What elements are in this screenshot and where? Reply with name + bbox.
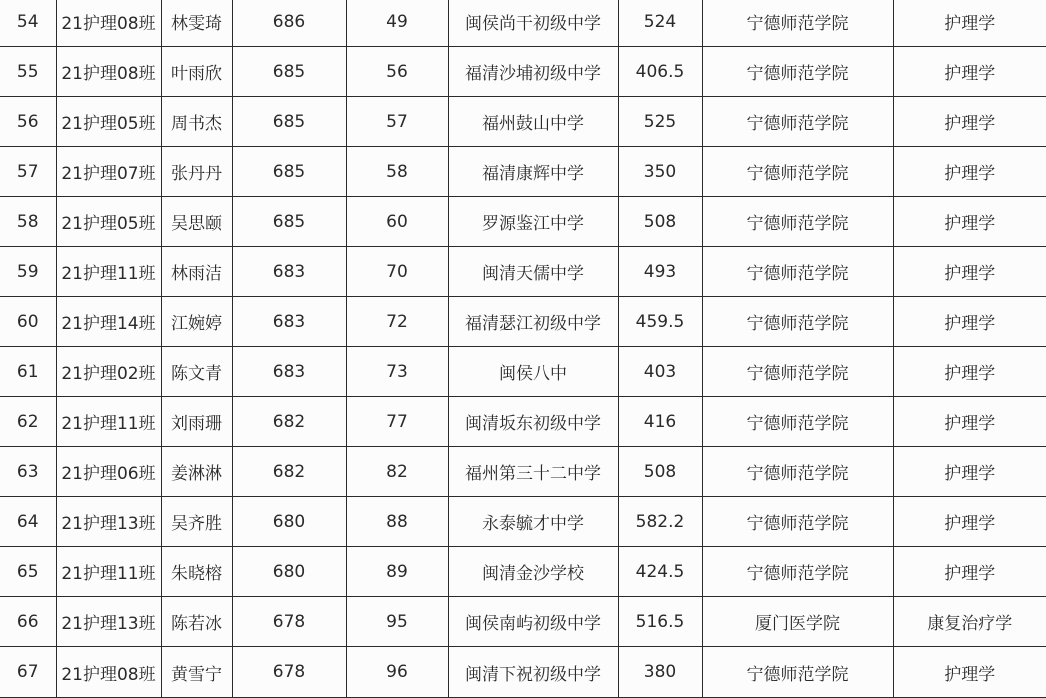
class-cell: 21护理08班: [56, 647, 161, 698]
score-cell: 685: [232, 47, 346, 97]
rank-cell: 57: [346, 97, 448, 147]
row-number-cell: 67: [0, 647, 56, 698]
junior-score-cell: 459.5: [618, 297, 702, 347]
student-name-cell: 林雨洁: [161, 247, 232, 297]
class-cell: 21护理05班: [56, 197, 161, 247]
class-cell: 21护理11班: [56, 247, 161, 297]
junior-school-cell: 闽侯八中: [448, 347, 618, 397]
rank-cell: 95: [346, 597, 448, 647]
junior-school-cell: 闽清金沙学校: [448, 547, 618, 597]
class-cell: 21护理11班: [56, 547, 161, 597]
junior-score-cell: 403: [618, 347, 702, 397]
rank-cell: 82: [346, 447, 448, 497]
junior-score-cell: 525: [618, 97, 702, 147]
junior-school-cell: 福州第三十二中学: [448, 447, 618, 497]
major-cell: 康复治疗学: [893, 597, 1046, 647]
junior-score-cell: 424.5: [618, 547, 702, 597]
row-number-cell: 54: [0, 0, 56, 47]
student-name-cell: 姜淋淋: [161, 447, 232, 497]
junior-score-cell: 524: [618, 0, 702, 47]
junior-school-cell: 闽侯南屿初级中学: [448, 597, 618, 647]
table-row: [0, 447, 1046, 497]
score-cell: 683: [232, 347, 346, 397]
score-cell: 678: [232, 597, 346, 647]
major-cell: 护理学: [893, 0, 1046, 47]
university-cell: 宁德师范学院: [702, 297, 893, 347]
major-cell: 护理学: [893, 547, 1046, 597]
rank-cell: 72: [346, 297, 448, 347]
table-row: [0, 97, 1046, 147]
junior-school-cell: 闽清下祝初级中学: [448, 647, 618, 698]
rank-cell: 88: [346, 497, 448, 547]
rank-cell: 56: [346, 47, 448, 97]
table-row: [0, 547, 1046, 597]
table-row: [0, 0, 1046, 47]
major-cell: 护理学: [893, 497, 1046, 547]
table-row: [0, 647, 1046, 698]
university-cell: 宁德师范学院: [702, 0, 893, 47]
university-cell: 宁德师范学院: [702, 647, 893, 698]
rank-cell: 60: [346, 197, 448, 247]
major-cell: 护理学: [893, 397, 1046, 447]
row-number-cell: 59: [0, 247, 56, 297]
junior-school-cell: 福州鼓山中学: [448, 97, 618, 147]
rank-cell: 96: [346, 647, 448, 698]
junior-score-cell: 380: [618, 647, 702, 698]
university-cell: 宁德师范学院: [702, 497, 893, 547]
junior-score-cell: 493: [618, 247, 702, 297]
university-cell: 宁德师范学院: [702, 97, 893, 147]
university-cell: 宁德师范学院: [702, 547, 893, 597]
student-name-cell: 叶雨欣: [161, 47, 232, 97]
student-name-cell: 张丹丹: [161, 147, 232, 197]
university-cell: 宁德师范学院: [702, 247, 893, 297]
rank-cell: 73: [346, 347, 448, 397]
major-cell: 护理学: [893, 447, 1046, 497]
university-cell: 厦门医学院: [702, 597, 893, 647]
class-cell: 21护理08班: [56, 47, 161, 97]
row-number-cell: 61: [0, 347, 56, 397]
university-cell: 宁德师范学院: [702, 397, 893, 447]
junior-score-cell: 582.2: [618, 497, 702, 547]
major-cell: 护理学: [893, 147, 1046, 197]
major-cell: 护理学: [893, 247, 1046, 297]
junior-score-cell: 406.5: [618, 47, 702, 97]
class-cell: 21护理05班: [56, 97, 161, 147]
row-number-cell: 60: [0, 297, 56, 347]
row-number-cell: 62: [0, 397, 56, 447]
major-cell: 护理学: [893, 47, 1046, 97]
junior-score-cell: 416: [618, 397, 702, 447]
major-cell: 护理学: [893, 647, 1046, 698]
junior-score-cell: 508: [618, 197, 702, 247]
table-row: [0, 247, 1046, 297]
score-cell: 682: [232, 397, 346, 447]
table-row: [0, 147, 1046, 197]
row-number-cell: 65: [0, 547, 56, 597]
rank-cell: 49: [346, 0, 448, 47]
university-cell: 宁德师范学院: [702, 197, 893, 247]
score-cell: 686: [232, 0, 346, 47]
university-cell: 宁德师范学院: [702, 47, 893, 97]
table-row: [0, 297, 1046, 347]
score-cell: 683: [232, 247, 346, 297]
student-name-cell: 林雯琦: [161, 0, 232, 47]
rank-cell: 89: [346, 547, 448, 597]
rank-cell: 77: [346, 397, 448, 447]
junior-score-cell: 350: [618, 147, 702, 197]
row-number-cell: 58: [0, 197, 56, 247]
score-cell: 678: [232, 647, 346, 698]
row-number-cell: 63: [0, 447, 56, 497]
score-cell: 685: [232, 147, 346, 197]
student-name-cell: 刘雨珊: [161, 397, 232, 447]
student-name-cell: 江婉婷: [161, 297, 232, 347]
junior-school-cell: 闽清天儒中学: [448, 247, 618, 297]
class-cell: 21护理13班: [56, 597, 161, 647]
major-cell: 护理学: [893, 297, 1046, 347]
score-cell: 680: [232, 547, 346, 597]
score-cell: 683: [232, 297, 346, 347]
row-number-cell: 55: [0, 47, 56, 97]
major-cell: 护理学: [893, 197, 1046, 247]
table-row: [0, 597, 1046, 647]
class-cell: 21护理14班: [56, 297, 161, 347]
table-row: [0, 497, 1046, 547]
table-row: [0, 197, 1046, 247]
class-cell: 21护理02班: [56, 347, 161, 397]
student-name-cell: 朱晓榕: [161, 547, 232, 597]
score-cell: 685: [232, 197, 346, 247]
junior-score-cell: 508: [618, 447, 702, 497]
junior-school-cell: 闽侯尚干初级中学: [448, 0, 618, 47]
score-cell: 682: [232, 447, 346, 497]
class-cell: 21护理06班: [56, 447, 161, 497]
class-cell: 21护理07班: [56, 147, 161, 197]
junior-school-cell: 福清沙埔初级中学: [448, 47, 618, 97]
rank-cell: 70: [346, 247, 448, 297]
student-name-cell: 陈若冰: [161, 597, 232, 647]
row-number-cell: 66: [0, 597, 56, 647]
junior-school-cell: 罗源鉴江中学: [448, 197, 618, 247]
major-cell: 护理学: [893, 97, 1046, 147]
major-cell: 护理学: [893, 347, 1046, 397]
student-name-cell: 黄雪宁: [161, 647, 232, 698]
table-row: [0, 47, 1046, 97]
student-name-cell: 周书杰: [161, 97, 232, 147]
junior-school-cell: 闽清坂东初级中学: [448, 397, 618, 447]
row-number-cell: 64: [0, 497, 56, 547]
rank-cell: 58: [346, 147, 448, 197]
row-number-cell: 57: [0, 147, 56, 197]
university-cell: 宁德师范学院: [702, 447, 893, 497]
class-cell: 21护理08班: [56, 0, 161, 47]
score-cell: 680: [232, 497, 346, 547]
junior-score-cell: 516.5: [618, 597, 702, 647]
class-cell: 21护理13班: [56, 497, 161, 547]
junior-school-cell: 福清康辉中学: [448, 147, 618, 197]
table-row: [0, 347, 1046, 397]
row-number-cell: 56: [0, 97, 56, 147]
student-name-cell: 吴思颐: [161, 197, 232, 247]
student-name-cell: 吴齐胜: [161, 497, 232, 547]
table-row: [0, 397, 1046, 447]
class-cell: 21护理11班: [56, 397, 161, 447]
university-cell: 宁德师范学院: [702, 347, 893, 397]
university-cell: 宁德师范学院: [702, 147, 893, 197]
student-name-cell: 陈文青: [161, 347, 232, 397]
junior-school-cell: 福清瑟江初级中学: [448, 297, 618, 347]
junior-school-cell: 永泰毓才中学: [448, 497, 618, 547]
score-cell: 685: [232, 97, 346, 147]
